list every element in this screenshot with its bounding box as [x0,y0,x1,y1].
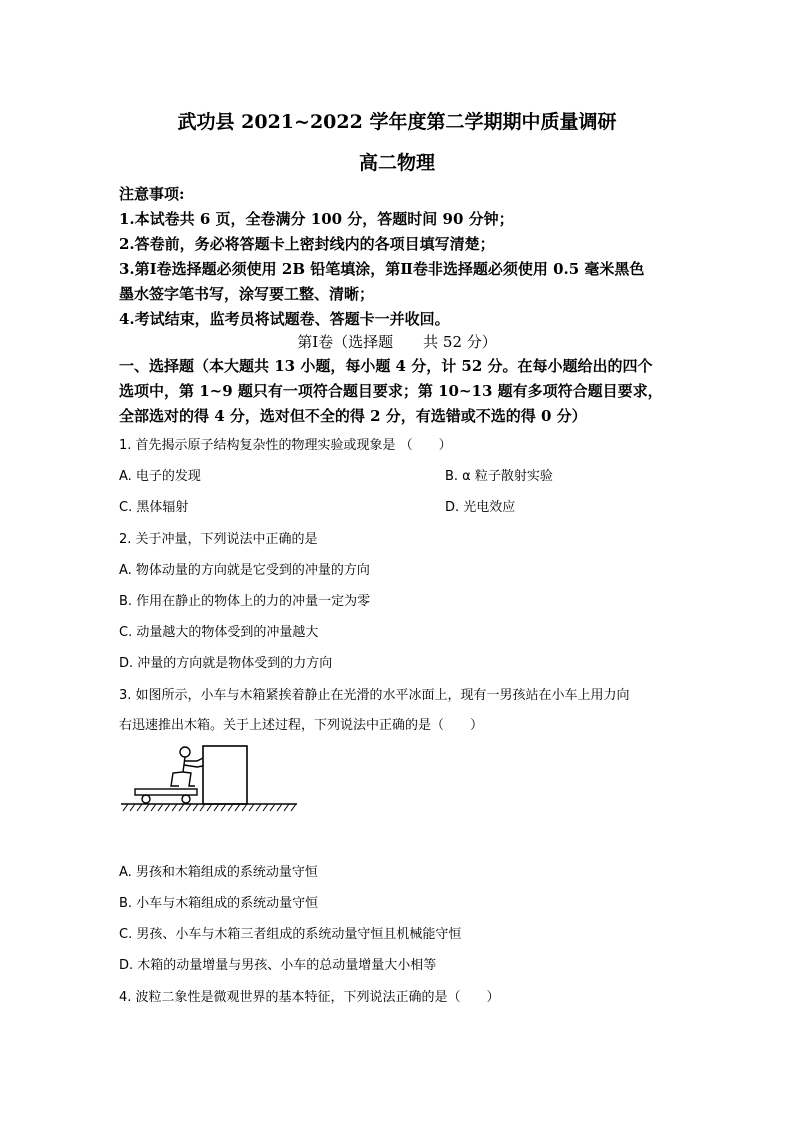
part1-heading: 第Ⅰ卷（选择题 共 52 分） [297,333,497,351]
question-stem: 1. 首先揭示原子结构复杂性的物理实验或现象是 （ ） [119,438,452,453]
wooden-box [203,746,247,804]
question-option: D. 木箱的动量增量与男孩、小车的总动量增量大小相等 [119,958,437,973]
boy-figure [171,747,203,786]
question-option: A. 男孩和木箱组成的系统动量守恒 [119,865,318,880]
notice-item: 2.答卷前，务必将答题卡上密封线内的各项目填写清楚； [119,235,495,253]
exam-subject: 高二物理 [358,152,435,174]
question-option: B. 作用在静止的物体上的力的冲量一定为零 [119,594,371,609]
question-option: A. 电子的发现 [119,469,201,484]
exam-title: 武功县 2021~2022 学年度第二学期期中质量调研 [177,111,617,133]
part1-instructions: 全部选对的得 4 分，选对但不全的得 2 分，有选错或不选的得 0 分） [119,407,587,425]
question-option: C. 男孩、小车与木箱三者组成的系统动量守恒且机械能守恒 [119,927,462,942]
notice-item: 1.本试卷共 6 页，全卷满分 100 分，答题时间 90 分钟； [119,210,514,228]
cart-deck [135,789,197,795]
part1-instructions: 选项中，第 1~9 题只有一项符合题目要求；第 10~13 题有多项符合题目要求， [119,382,663,400]
question-stem: 3. 如图所示，小车与木箱紧挨着静止在光滑的水平冰面上，现有一男孩站在小车上用力向 [119,688,630,703]
question-option: B. 小车与木箱组成的系统动量守恒 [119,896,319,911]
question-option: D. 冲量的方向就是物体受到的力方向 [119,656,333,671]
notice-item: 3.第Ⅰ卷选择题必须使用 2B 铅笔填涂，第Ⅱ卷非选择题必须使用 0.5 毫米黑色 [119,260,645,278]
question-option: A. 物体动量的方向就是它受到的冲量的方向 [119,563,370,578]
question-option: D. 光电效应 [445,500,516,515]
question-stem: 右迅速推出木箱。关于上述过程，下列说法中正确的是（ ） [119,718,484,733]
notice-item: 4.考试结束，监考员将试题卷、答题卡一并收回。 [119,310,450,328]
cart-wheel [182,795,190,803]
cart-wheel [142,795,150,803]
notice-item: 墨水签字笔书写，涂写要工整、清晰； [119,285,375,303]
notice-heading: 注意事项: [119,185,185,203]
question-option: C. 黑体辐射 [119,500,189,515]
question-option: C. 动量越大的物体受到的冲量越大 [119,625,319,640]
question-option: B. α 粒子散射实验 [445,469,553,484]
question-stem: 2. 关于冲量，下列说法中正确的是 [119,532,318,547]
part1-instructions: 一、选择题（本大题共 13 小题，每小题 4 分，计 52 分。在每小题给出的四个 [119,357,653,375]
question-stem: 4. 波粒二象性是微观世界的基本特征，下列说法正确的是（ ） [119,990,500,1005]
cart-box-figure [119,742,299,817]
ground-hatching [123,804,296,811]
